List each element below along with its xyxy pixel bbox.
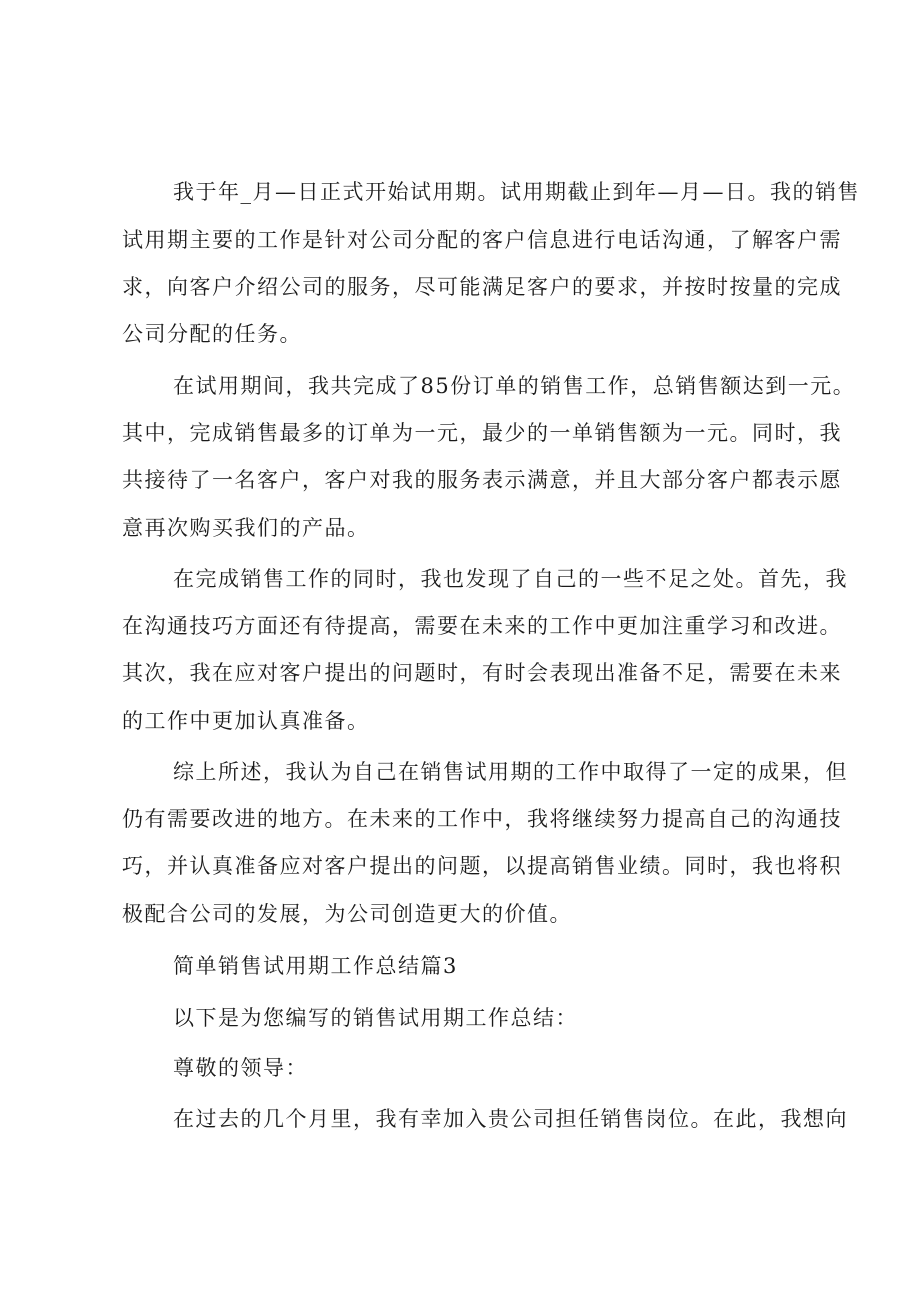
paragraph-3-line-1: 在完成销售工作的同时，我也发现了自己的一些不足之处。首先，我 [173, 567, 848, 591]
paragraph-3-line-4: 的工作中更加认真准备。 [122, 709, 370, 733]
paragraph-3-line-3: 其次，我在应对客户提出的问题时，有时会表现出准备不足，需要在未来 [122, 661, 842, 685]
paragraph-2-line-3: 共接待了一名客户，客户对我的服务表示满意，并且大部分客户都表示愿 [122, 468, 842, 492]
paragraph-2-line-4: 意再次购买我们的产品。 [122, 516, 370, 540]
paragraph-1-line-2: 试用期主要的工作是针对公司分配的客户信息进行电话沟通，了解客户需 [122, 228, 842, 252]
paragraph-2-line-1: 在试用期间，我共完成了85份订单的销售工作，总销售额达到一元。 [173, 374, 856, 398]
paragraph-4-line-4: 极配合公司的发展，为公司创造更大的价值。 [122, 902, 572, 926]
section-title: 简单销售试用期工作总结篇3 [173, 954, 458, 978]
paragraph-1-line-1: 我于年_月—日正式开始试用期。试用期截止到年—月—日。我的销售 [173, 180, 860, 204]
salutation: 尊敬的领导： [173, 1056, 308, 1080]
paragraph-4-line-1: 综上所述，我认为自己在销售试用期的工作中取得了一定的成果，但 [173, 760, 848, 784]
paragraph-4-line-3: 巧，并认真准备应对客户提出的问题，以提高销售业绩。同时，我也将积 [122, 854, 842, 878]
paragraph-1-line-3: 求，向客户介绍公司的服务，尽可能满足客户的要求，并按时按量的完成 [122, 275, 842, 299]
paragraph-1-line-4: 公司分配的任务。 [122, 322, 302, 346]
paragraph-2-line-2: 其中，完成销售最多的订单为一元，最少的一单销售额为一元。同时，我 [122, 421, 842, 445]
intro-line: 以下是为您编写的销售试用期工作总结： [173, 1006, 578, 1030]
closing-paragraph-line-1: 在过去的几个月里，我有幸加入贵公司担任销售岗位。在此，我想向 [173, 1107, 848, 1131]
paragraph-3-line-2: 在沟通技巧方面还有待提高，需要在未来的工作中更加注重学习和改进。 [122, 614, 842, 638]
paragraph-4-line-2: 仍有需要改进的地方。在未来的工作中，我将继续努力提高自己的沟通技 [122, 807, 842, 831]
